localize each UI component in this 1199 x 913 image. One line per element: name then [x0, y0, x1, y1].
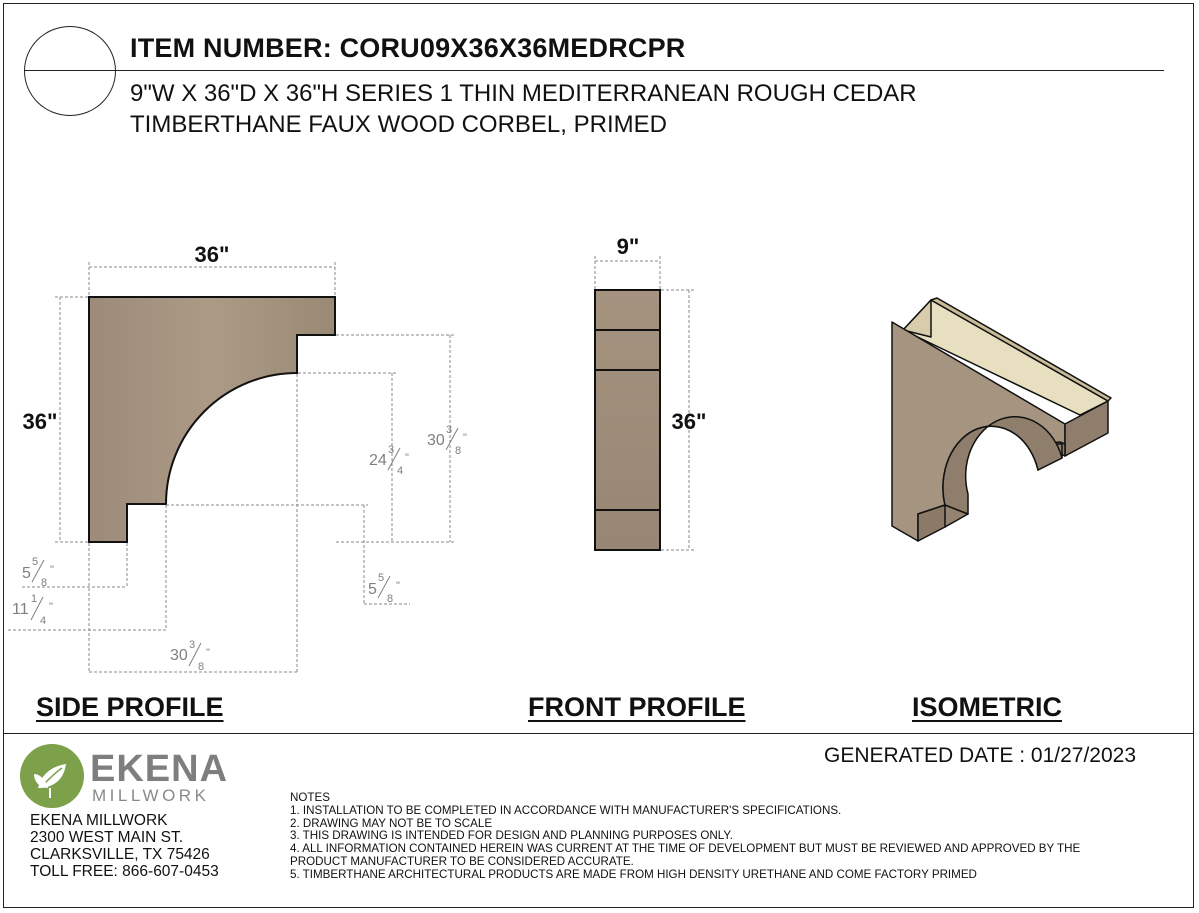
svg-text:11: 11: [12, 601, 29, 618]
front-height-dim: 36": [671, 409, 707, 434]
description-line-2: TIMBERTHANE FAUX WOOD CORBEL, PRIMED: [130, 111, 667, 138]
item-number: ITEM NUMBER: CORU09X36X36MEDRCPR: [130, 33, 686, 63]
footer-divider: [3, 733, 1194, 734]
svg-text:5: 5: [32, 556, 39, 568]
note-4-cont: PRODUCT MANUFACTURER TO BE CONSIDERED ACCURATE.: [290, 854, 634, 868]
svg-text:5: 5: [368, 581, 377, 598]
svg-text:3: 3: [446, 424, 453, 436]
svg-text:": ": [49, 601, 53, 613]
front-profile-drawing: [595, 234, 706, 550]
generated-date: GENERATED DATE : 01/27/2023: [824, 744, 1137, 767]
svg-text:4: 4: [397, 465, 404, 477]
side-height-dim: 36": [22, 409, 58, 434]
svg-text:30: 30: [170, 647, 188, 664]
svg-text:5: 5: [378, 572, 385, 584]
side-width-dim: 36": [194, 242, 230, 267]
dim-11-1-4: [12, 593, 53, 627]
address-line-3: CLARKSVILLE, TX 75426: [30, 846, 210, 863]
address-line-1: EKENA MILLWORK: [30, 812, 168, 829]
svg-text:1: 1: [31, 593, 38, 605]
side-profile-label: SIDE PROFILE: [36, 692, 224, 722]
note-3: 3. THIS DRAWING IS INTENDED FOR DESIGN AND PLANNING PURPOSES ONLY.: [290, 829, 733, 843]
svg-text:30: 30: [427, 432, 445, 449]
svg-text:": ": [396, 580, 400, 592]
note-4: 4. ALL INFORMATION CONTAINED HEREIN WAS CURRENT AT THE TIME OF DEVELOPMENT BUT MUST BE REVIEWED AND APPROVED BY THE: [290, 842, 1081, 856]
address-line-4: TOLL FREE: 866-607-0453: [30, 863, 219, 880]
dim-24-3-4: [369, 444, 409, 477]
dim-5-5-8-right: [368, 572, 400, 605]
note-2: 2. DRAWING MAY NOT BE TO SCALE: [290, 816, 493, 830]
logo-name: EKENA: [90, 748, 229, 790]
svg-text:8: 8: [455, 445, 462, 457]
note-5: 5. TIMBERTHANE ARCHITECTURAL PRODUCTS ARE MADE FROM HIGH DENSITY URETHANE AND COME FACTORY PRIMED: [290, 867, 977, 881]
svg-text:": ": [50, 564, 54, 576]
side-profile-drawing: [8, 242, 467, 673]
dim-30-3-8-right: [427, 424, 467, 457]
description-line-1: 9"W X 36"D X 36"H SERIES 1 THIN MEDITERRANEAN ROUGH CEDAR: [130, 80, 917, 107]
isometric-label: ISOMETRIC: [912, 692, 1063, 722]
svg-text:": ": [206, 647, 210, 659]
svg-text:3: 3: [189, 639, 196, 651]
svg-text:8: 8: [198, 661, 205, 673]
notes-block: [290, 792, 1080, 882]
svg-text:8: 8: [387, 593, 394, 605]
svg-text:": ": [463, 432, 467, 444]
svg-text:5: 5: [22, 565, 31, 582]
svg-text:3: 3: [388, 444, 395, 456]
logo-sub: MILLWORK: [92, 786, 210, 805]
front-width-dim: 9": [616, 234, 640, 259]
svg-text:24: 24: [369, 452, 387, 469]
svg-text:4: 4: [40, 615, 47, 627]
svg-text:": ": [405, 452, 409, 464]
address-line-2: 2300 WEST MAIN ST.: [30, 829, 184, 846]
notes-title: NOTES: [290, 791, 330, 804]
leaf-logo-icon: [20, 744, 84, 808]
dim-5-5-8-left: [22, 556, 54, 589]
front-profile-label: FRONT PROFILE: [528, 692, 746, 722]
isometric-drawing: [892, 298, 1111, 541]
note-1: 1. INSTALLATION TO BE COMPLETED IN ACCORDANCE WITH MANUFACTURER'S SPECIFICATIONS.: [290, 803, 842, 817]
svg-text:8: 8: [41, 577, 48, 589]
dim-30-3-8-bottom: [170, 639, 210, 673]
